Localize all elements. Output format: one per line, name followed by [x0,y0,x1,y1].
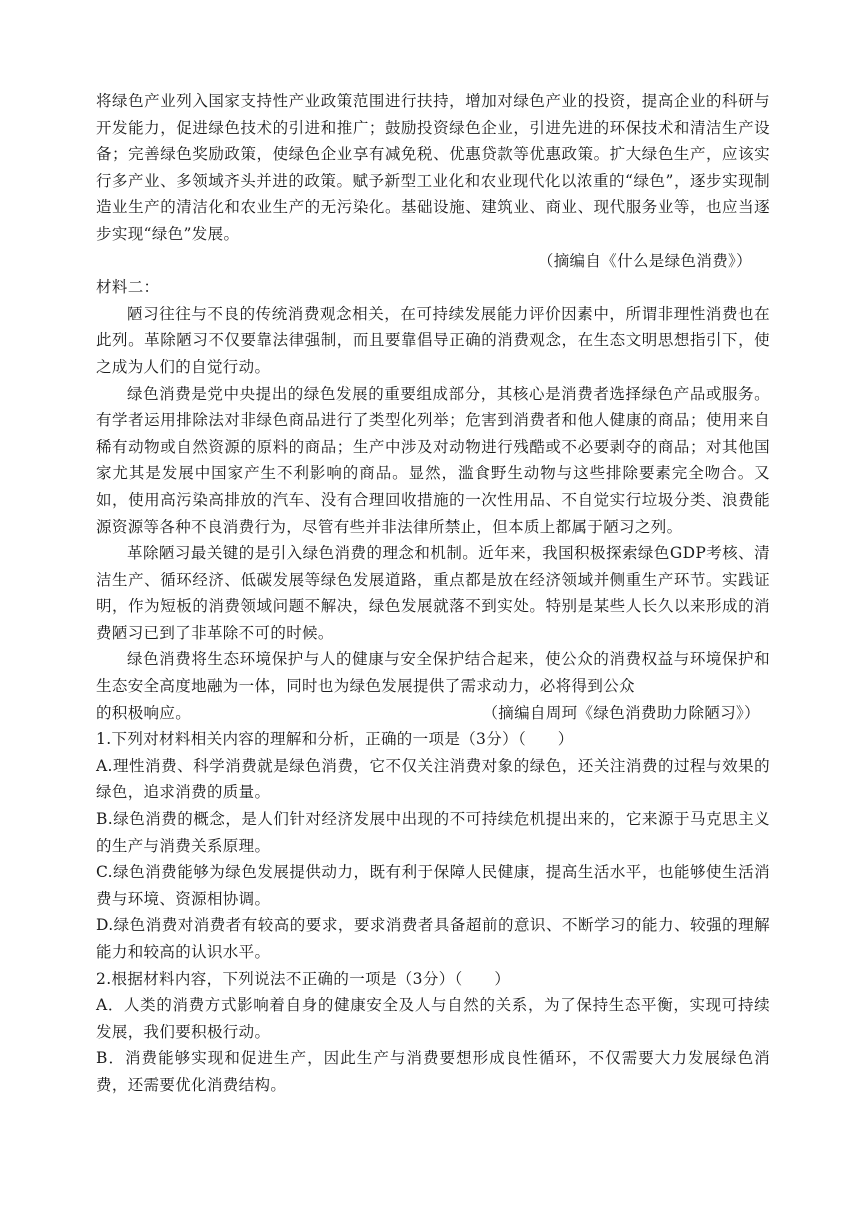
source-citation-1: （摘编自《什么是绿色消费》） [537,251,752,270]
question-2-stem: 2.根据材料内容，下列说法不正确的一项是（3分）（ ） [96,969,511,988]
intro-paragraph: 将绿色产业列入国家支持性产业政策范围进行扶持，增加对绿色产业的投资，提高企业的科研与开发能力，促进绿色技术的引进和推广；鼓励投资绿色企业，引进先进的环保技术和清洁生产设备；完善绿色奖励政策，使绿色企业享有减免税、优惠贷款等优惠政策。扩大绿色生产，应该实行多产业、多领域齐头并进的政策。赋予新型工业化和农业现代化以浓重的“绿色”，逐步实现制造业生产的清洁化和农业生产的无污染化。基础设施、建筑业、商业、现代服务业等，也应当逐步实现“绿色”发展。 [96,92,770,243]
question-1-option-a[interactable]: A.理性消费、科学消费就是绿色消费，它不仅关注消费对象的绿色，还关注消费的过程与效果的绿色，追求消费的质量。 [96,756,770,802]
material-2-paragraph-4-end: 的积极响应。 [96,703,192,722]
material-2-heading: 材料二： [96,278,160,297]
material-2-paragraph-3: 革除陋习最关键的是引入绿色消费的理念和机制。近年来，我国积极探索绿色GDP考核、清洁生产、循环经济、低碳发展等绿色发展道路，重点都是放在经济领域并侧重生产环节。实践证明，作为短板的消费领域问题不解决，绿色发展就落不到实处。特别是某些人长久以来形成的消费陋习已到了非革除不可的时候。 [96,544,770,642]
source-citation-2: （摘编自周珂《绿色消费助力除陋习》） [482,703,760,722]
material-2-paragraph-4: 绿色消费将生态环境保护与人的健康与安全保护结合起来，使公众的消费权益与环境保护和生态安全高度地融为一体，同时也为绿色发展提供了需求动力，必将得到公众 [96,650,770,696]
material-2-paragraph-2: 绿色消费是党中央提出的绿色发展的重要组成部分，其核心是消费者选择绿色产品或服务。有学者运用排除法对非绿色商品进行了类型化列举；危害到消费者和他人健康的商品；使用来自稀有动物或自然资源的原料的商品；生产中涉及对动物进行残酷或不必要剥夺的商品；对其他国家尤其是发展中国家产生不利影响的商品。显然，滥食野生动物与这些排除要素完全吻合。又如，使用高污染高排放的汽车、没有合理回收措施的一次性用品、不自觉实行垃圾分类、浪费能源资源等各种不良消费行为，尽管有些并非法律所禁止，但本质上都属于陋习之列。 [96,384,770,536]
question-2-option-b[interactable]: B．消费能够实现和促进生产，因此生产与消费要想形成良性循环，不仅需要大力发展绿色消费，还需要优化消费结构。 [96,1049,770,1094]
question-1-stem: 1.下列对材料相关内容的理解和分析，正确的一项是（3分）（ ） [96,730,574,749]
question-1-option-c[interactable]: C.绿色消费能够为绿色发展提供动力，既有利于保障人民健康，提高生活水平，也能够使生活消费与环境、资源相协调。 [96,863,770,908]
material-2-paragraph-1: 陋习往往与不良的传统消费观念相关，在可持续发展能力评价因素中，所谓非理性消费也在此列。革除陋习不仅要靠法律强制，而且要靠倡导正确的消费观念，在生态文明思想指引下，使之成为人们的自觉行动。 [96,304,770,376]
question-2 [96,966,770,1099]
question-1-option-b[interactable]: B.绿色消费的概念，是人们针对经济发展中出现的不可持续危机提出来的，它来源于马克思主义的生产与消费关系原理。 [96,810,770,855]
question-2-option-a[interactable]: A．人类的消费方式影响着自身的健康安全及人与自然的关系，为了保持生态平衡，实现可持续发展，我们要积极行动。 [96,996,770,1041]
paragraph-4-tail-with-source [96,700,770,727]
question-1 [96,726,770,965]
question-1-option-d[interactable]: D.绿色消费对消费者有较高的要求，要求消费者具备超前的意识、不断学习的能力、较强的理解能力和较高的认识水平。 [96,916,770,961]
